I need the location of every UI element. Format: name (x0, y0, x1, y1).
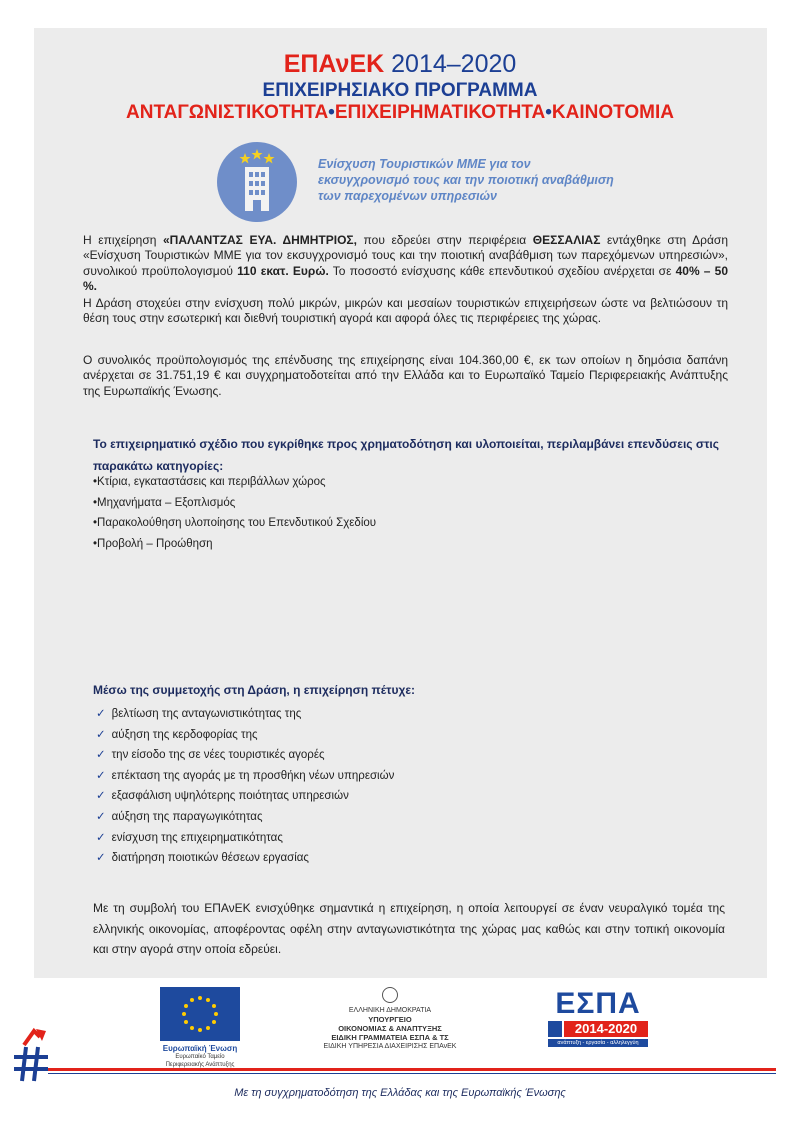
eu-logo (160, 987, 240, 1069)
support-rate: 40% – 50 %. (83, 263, 729, 293)
intro-text: εντάχθηκε στη Δράση «Ενίσχυση Τουριστικών ΜΜΕ για τον εκσυγχρονισμό τους και την ποιοτική αναβάθμιση των παρεχόμενων υπηρεσιών», συνολικού προϋπολογισμού (83, 233, 728, 278)
categories-list (93, 472, 376, 554)
espa-name: ΕΣΠΑ (555, 987, 641, 1020)
category-item: •Κτίρια, εγκαταστάσεις και περιβάλλων χώρος (93, 476, 326, 488)
action-banner (217, 142, 614, 222)
check-icon: ✓ (96, 810, 106, 823)
greek-seal-icon (382, 987, 398, 1003)
category-item: •Παρακολούθηση υλοποίησης του Επενδυτικού Σχεδίου (93, 517, 377, 529)
benefit-text: αύξηση της κερδοφορίας της (111, 728, 258, 741)
category-item: •Μηχανήματα – Εξοπλισμός (93, 496, 236, 509)
benefit-text: ενίσχυση της επιχειρηματικότητας (111, 831, 283, 844)
check-icon: ✓ (96, 852, 106, 865)
budget-paragraph: Ο συνολικός προϋπολογισμός της επένδυσης της επιχείρησης είναι 104.360,00 €, εκ των οποίων η δημόσια δαπάνη ανέρχεται σε 31.751,19 € και συγχρηματοδοτείται από την Ελλάδα και το Ευρωπαϊκό Ταμείο Περιφερειακής Ανάπτυξης της Ευρωπαϊκής Ένωσης. (83, 353, 728, 398)
categories-heading: Το επιχειρηματικό σχέδιο που εγκρίθηκε προς χρηματοδότηση και υλοποιείται, περιλαμβάνει επενδύσεις στις παρακάτω κατηγορίες: (93, 437, 720, 473)
program-title: ΕΠΙΧΕΙΡΗΣΙΑΚΟ ΠΡΟΓΡΑΜΜΑ (262, 80, 538, 101)
cofinancing-note: Με τη συγχρηματοδότηση της Ελλάδας και της Ευρωπαϊκής Ένωσης (234, 1087, 566, 1099)
benefit-text: αύξηση της παραγωγικότητας (111, 810, 263, 823)
eu-fund-line: Περιφερειακής Ανάπτυξης (165, 1062, 235, 1068)
benefit-item (96, 704, 394, 725)
intro-paragraph (83, 233, 728, 294)
program-header (0, 50, 800, 124)
espa-tagline: ανάπτυξη - εργασία - αλληλεγγύη (548, 1039, 648, 1047)
benefit-item (96, 828, 394, 849)
eu-fund-line: Ευρωπαϊκό Ταμείο (175, 1054, 225, 1060)
benefit-text: διατήρηση ποιοτικών θέσεων εργασίας (111, 852, 309, 865)
flags-icon (548, 1021, 562, 1037)
check-icon: ✓ (96, 728, 106, 741)
eu-label: Ευρωπαϊκή Ένωση (162, 1044, 238, 1053)
gov-line: ΟΙΚΟΝΟΜΙΑΣ & ΑΝΑΠΤΥΞΗΣ (338, 1024, 442, 1033)
benefit-item (96, 725, 394, 746)
intro-text: Η επιχείρηση (83, 233, 163, 247)
check-icon: ✓ (96, 790, 106, 803)
espa-logo (548, 989, 648, 1047)
action-goal-paragraph: Η Δράση στοχεύει στην ενίσχυση πολύ μικρών, μικρών και μεσαίων τουριστικών επιχειρήσεων ώστε να βελτιώσουν τη θέση τους στην εσωτερική και διεθνή τουριστική αγορά και αφορά όλες τις περιφέρειες της χώρας. (83, 296, 728, 326)
intro-text: Το ποσοστό ενίσχυσης κάθε επενδυτικού σχεδίου ανέρχεται σε (328, 263, 676, 278)
espa-year-row (548, 1021, 648, 1037)
hotel-icon (217, 142, 297, 222)
gov-line: ΕΛΛΗΝΙΚΗ ΔΗΜΟΚΡΑΤΙΑ (348, 1007, 432, 1014)
benefit-text: εξασφάλιση υψηλότερης ποιότητας υπηρεσιών (111, 790, 349, 803)
category-item: •Προβολή – Προώθηση (93, 537, 213, 550)
eu-flag-icon (160, 987, 240, 1041)
pillar-entrepreneurship: ΕΠΙΧΕΙΡΗΜΑΤΙΚΟΤΗΤΑ (334, 102, 546, 123)
brand-name: ΕΠΑνΕΚ (283, 50, 385, 78)
gov-line: ΕΙΔΙΚΗ ΥΠΗΡΕΣΙΑ ΔΙΑΧΕΙΡΙΣΗΣ ΕΠΑνΕΚ (323, 1043, 457, 1050)
benefit-text: την είσοδο της σε νέες τουριστικές αγορές (111, 749, 325, 762)
pillar-competitiveness: ΑΝΤΑΓΩΝΙΣΤΙΚΟΤΗΤΑ (126, 102, 329, 123)
benefit-text: βελτίωση της ανταγωνιστικότητας της (111, 708, 302, 720)
benefit-item (96, 848, 394, 869)
company-name: «ΠΑΛΑΝΤΖΑΣ ΕΥΑ. ΔΗΜΗΤΡΙΟΣ, (163, 233, 357, 247)
sponsor-logos (0, 985, 800, 1075)
pillar-separator: • (545, 102, 552, 123)
action-budget: 110 εκατ. Ευρώ. (237, 263, 329, 278)
pillar-innovation: ΚΑΙΝΟΤΟΜΙΑ (551, 102, 674, 123)
gov-line: ΕΙΔΙΚΗ ΓΡΑΜΜΑΤΕΙΑ ΕΣΠΑ & ΤΣ (331, 1033, 449, 1042)
pillar-separator: • (328, 102, 335, 123)
benefit-item (96, 807, 394, 828)
ministry-logo (310, 987, 470, 1051)
benefits-heading: Μέσω της συμμετοχής στη Δράση, η επιχείρηση πέτυχε: (93, 683, 416, 697)
benefit-item (96, 766, 394, 787)
program-pillars (0, 102, 800, 124)
region-name: ΘΕΣΣΑΛΙΑΣ (532, 233, 601, 247)
gov-line: ΥΠΟΥΡΓΕΙΟ (368, 1015, 412, 1024)
action-title: Ενίσχυση Τουριστικών ΜΜΕ για τον εκσυγχρονισμό τους και την ποιοτική αναβάθμιση των παρεχομένων υπηρεσιών (318, 157, 614, 203)
benefit-item (96, 745, 394, 766)
benefit-text: επέκταση της αγοράς με τη προσθήκη νέων υπηρεσιών (111, 769, 395, 782)
benefits-list (96, 704, 394, 869)
footer-divider (48, 1068, 776, 1071)
footer-divider (48, 1073, 776, 1074)
program-logo (0, 50, 800, 78)
closing-paragraph: Με τη συμβολή του ΕΠΑνΕΚ ενισχύθηκε σημαντικά η επιχείρηση, η οποία λειτουργεί σε έναν νευραλγικό τομέα της ελληνικής οικονομίας, αποφέροντας οφέλη στην ανταγωνιστικότητα της χώρας μας καθώς και στην τοπική οικονομία και στην αγορά στην οποία εδρεύει. (93, 901, 725, 956)
espa-years: 2014-2020 (564, 1021, 648, 1037)
check-icon: ✓ (96, 831, 106, 844)
intro-text: που εδρεύει στην περιφέρεια (356, 233, 533, 247)
brand-years: 2014–2020 (391, 50, 517, 78)
hashtag-arrow-icon (12, 1027, 52, 1083)
check-icon: ✓ (96, 769, 106, 782)
benefit-item (96, 786, 394, 807)
check-icon: ✓ (96, 749, 106, 762)
check-icon: ✓ (96, 708, 106, 720)
